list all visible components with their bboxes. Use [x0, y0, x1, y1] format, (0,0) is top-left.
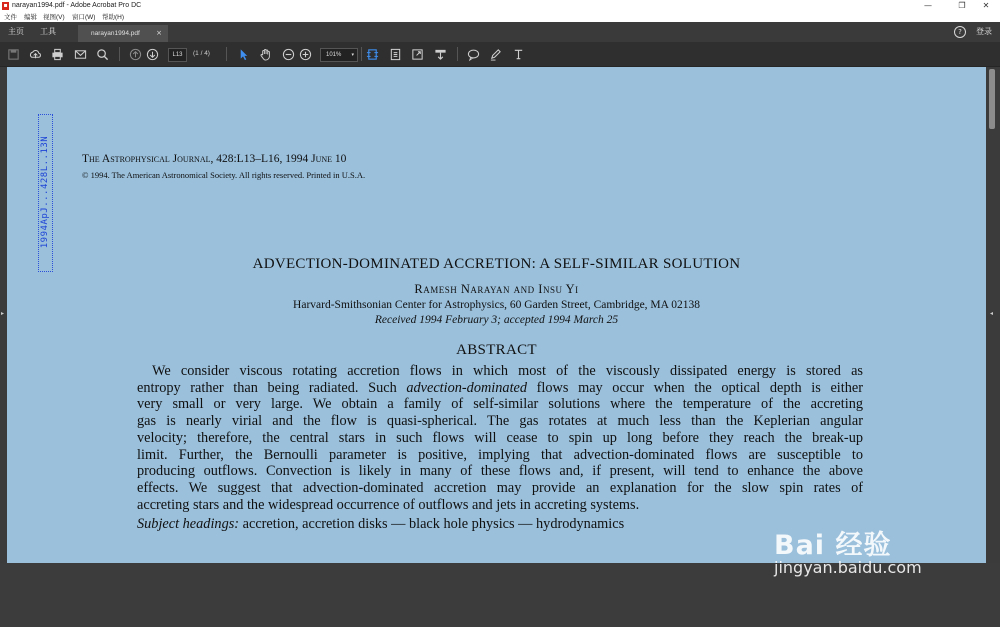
minimize-button[interactable]: —: [924, 1, 932, 10]
zoom-value: 101%: [326, 52, 342, 58]
print-icon[interactable]: [49, 46, 65, 62]
zoom-in-icon[interactable]: [297, 46, 313, 62]
menu-window[interactable]: 窗口(W): [72, 14, 96, 21]
author-affiliation: Harvard-Smithsonian Center for Astrophysics, 60 Garden Street, Cambridge, MA 02138: [293, 299, 700, 311]
chevron-left-icon: ◂: [990, 310, 994, 317]
help-icon[interactable]: ?: [954, 26, 966, 38]
watermark-url: jingyan.baidu.com: [774, 558, 922, 577]
fit-page-icon[interactable]: [364, 46, 380, 62]
received-dates: Received 1994 February 3; accepted 1994 March 25: [374, 314, 619, 326]
full-screen-icon[interactable]: [409, 46, 425, 62]
scroll-mode-icon[interactable]: [387, 46, 403, 62]
abstract-line: producing outflows. Convection is likely in many of these flows and, if present, will tend to enhance the above: [137, 463, 863, 480]
toolbar-divider: [457, 47, 458, 61]
text-tool-icon[interactable]: [510, 46, 526, 62]
zoom-select[interactable]: [320, 48, 358, 62]
bibcode-text: 1994ApJ...428L..13N: [40, 135, 50, 249]
vertical-scrollbar[interactable]: [986, 67, 1000, 563]
comment-icon[interactable]: [465, 46, 481, 62]
watermark-logo: Bai 经验: [774, 530, 892, 561]
menu-edit[interactable]: 编辑: [24, 14, 37, 21]
email-icon[interactable]: [72, 46, 88, 62]
tab-document[interactable]: [78, 25, 168, 42]
read-mode-icon[interactable]: [432, 46, 448, 62]
toolbar-divider: [361, 47, 362, 61]
abstract-body: [137, 363, 863, 513]
restore-button[interactable]: ❐: [958, 1, 966, 10]
menu-file[interactable]: 文件: [4, 14, 17, 21]
highlight-pen-icon[interactable]: [487, 46, 503, 62]
paper-title: ADVECTION-DOMINATED ACCRETION: A SELF-SIMILAR SOLUTION: [252, 256, 741, 272]
abstract-line: limit. Further, the Bernoulli parameter is positive, implying that advection-dominated flows are susceptible to: [137, 446, 863, 463]
bibcode-stamp[interactable]: [38, 114, 53, 272]
pdf-icon: ▪: [3, 2, 8, 9]
window-title: narayan1994.pdf - Adobe Acrobat Pro DC: [12, 2, 142, 9]
abstract-line: velocity; therefore, the central stars in such flows will cease to spin up long before they reach the break-up: [137, 429, 863, 446]
abstract-line: effects. We suggest that advection-dominated accretion may provide an explanation for the slow spin rates of: [137, 479, 863, 496]
chevron-right-icon: ▸: [1, 310, 5, 317]
journal-citation: [82, 153, 346, 165]
search-icon[interactable]: [94, 46, 110, 62]
close-tab-icon[interactable]: ×: [156, 29, 162, 37]
close-button[interactable]: ✕: [982, 1, 990, 10]
scrollbar-thumb[interactable]: [989, 69, 995, 129]
page-down-icon[interactable]: [144, 46, 160, 62]
abstract-heading: ABSTRACT: [456, 342, 537, 358]
cloud-upload-icon[interactable]: [27, 46, 43, 62]
hand-icon[interactable]: [257, 46, 273, 62]
save-icon[interactable]: [5, 46, 21, 62]
left-panel-toggle[interactable]: [0, 67, 6, 563]
abstract-line: very small or very large. We obtain a family of self-similar solutions where the temperature of the accreting: [137, 396, 863, 413]
menu-help[interactable]: 帮助(H): [102, 14, 125, 21]
subject-headings: [137, 516, 624, 533]
copyright-notice: © 1994. The American Astronomical Society. All rights reserved. Printed in U.S.A.: [82, 170, 366, 180]
toolbar-divider: [119, 47, 120, 61]
document-tab-label: narayan1994.pdf: [91, 30, 140, 37]
login-button[interactable]: 登录: [976, 27, 992, 36]
menu-view[interactable]: 视图(V): [43, 14, 65, 21]
subject-headings-label: Subject headings:: [137, 516, 240, 532]
chevron-down-icon: ▾: [351, 52, 354, 58]
select-cursor-icon[interactable]: [235, 46, 251, 62]
tab-bar: [0, 22, 1000, 42]
abstract-line: accreting stars and the widespread occurrence of outflows and jets in accreting systems.: [137, 496, 640, 513]
zoom-out-icon[interactable]: [280, 46, 296, 62]
toolbar: [0, 42, 1000, 67]
journal-citation-text: The Astrophysical Journal, 428:L13–L16, 1994 June 10: [82, 153, 347, 165]
abstract-line: We consider viscous rotating accretion flows in which most of the viscously dissipated energy is stored as: [152, 363, 863, 379]
pdf-page: [7, 67, 986, 577]
paper-authors: Ramesh Narayan and Insu Yi: [414, 282, 579, 296]
watermark: [774, 523, 1000, 627]
menu-bar: [0, 12, 1000, 22]
tab-tools[interactable]: 工具: [40, 27, 56, 36]
abstract-line: gas is nearly virial and the flow is quasi-spherical. The gas rotates at much less than the Keplerian angular: [137, 413, 863, 430]
title-bar: [0, 0, 1000, 12]
subject-headings-text: accretion, accretion disks — black hole physics — hydrodynamics: [242, 516, 625, 532]
tab-home[interactable]: 主页: [8, 27, 24, 36]
page-count: (1 / 4): [193, 50, 210, 57]
abstract-line: entropy rather than being radiated. Such advection-dominated flows may occur when the optical depth is either: [137, 379, 863, 396]
page-up-icon[interactable]: [127, 46, 143, 62]
page-number-input[interactable]: L13: [168, 48, 187, 62]
toolbar-divider: [226, 47, 227, 61]
